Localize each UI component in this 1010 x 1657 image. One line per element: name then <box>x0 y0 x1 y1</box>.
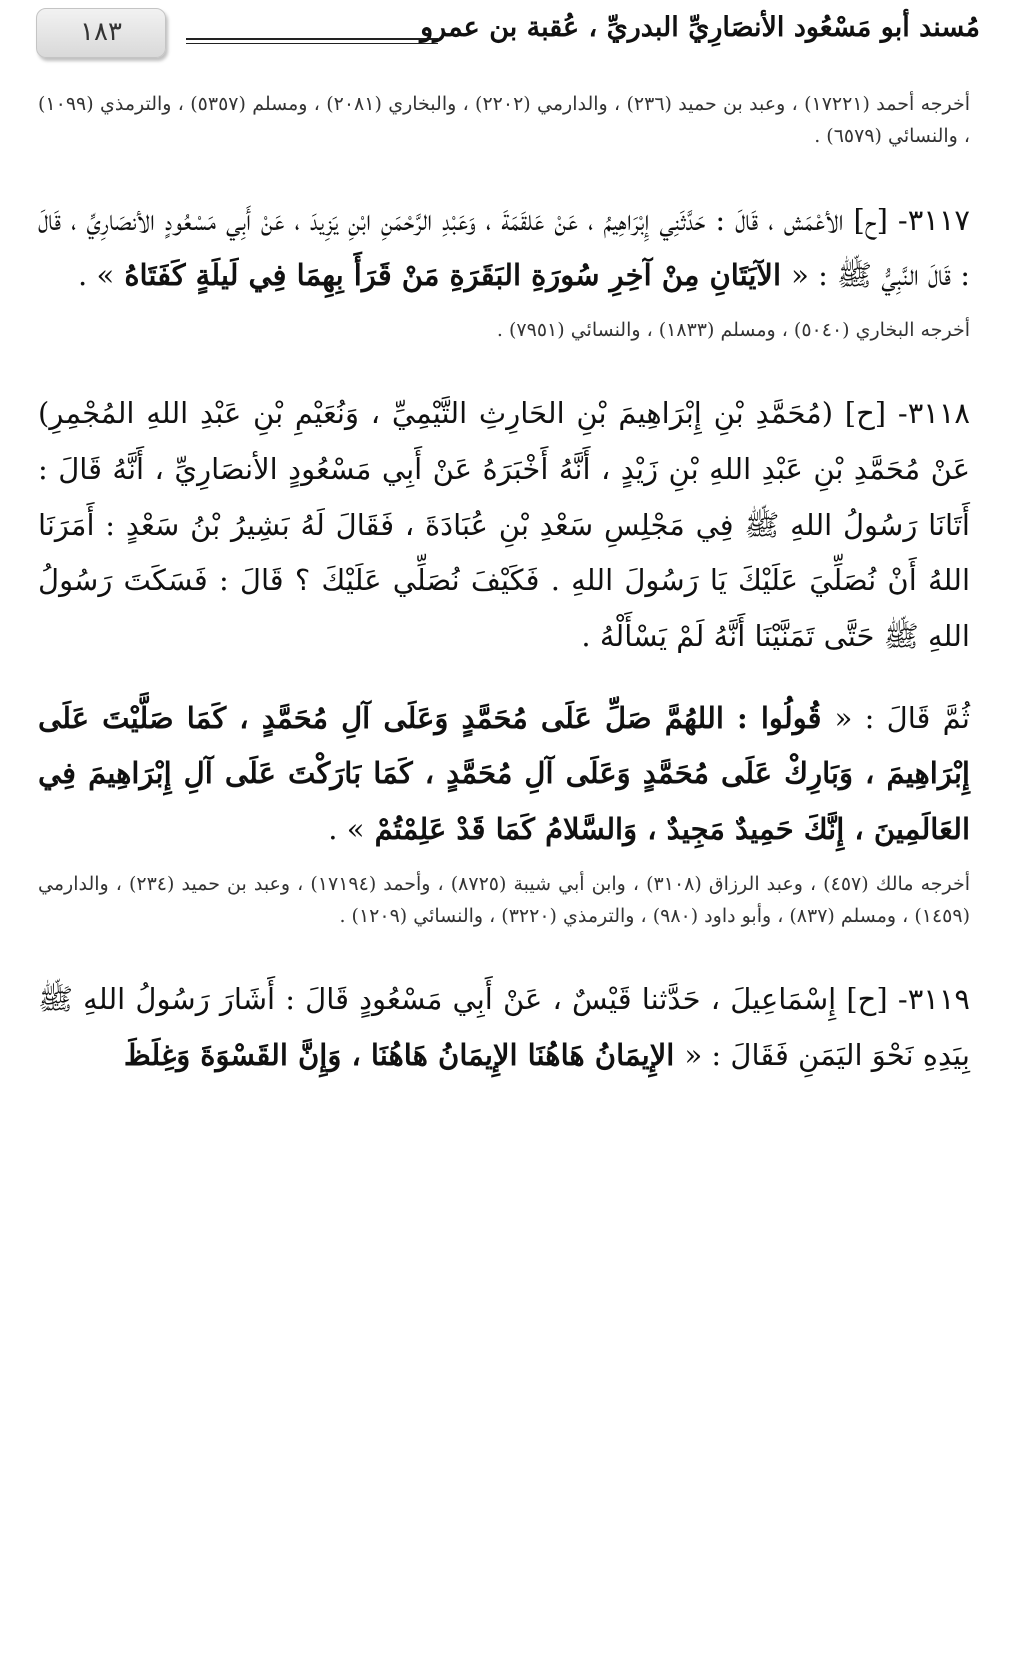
hadith-text: [ح] (مُحَمَّدِ بْنِ إِبْرَاهِيمَ بْنِ الحَارِثِ التَّيْمِيِّ ، وَنُعَيْمِ بْنِ عَبْدِ اللهِ المُجْمِرِ) عَنْ مُحَمَّدِ بْنِ عَبْدِ اللهِ بْنِ زَيْدٍ ، أَنَّهُ أَخْبَرَهُ عَنْ أَبِي مَسْعُودٍ الأنصَارِيِّ ، أَنَّهُ قَالَ : أَتَانَا رَسُولُ اللهِ ﷺ فِي مَجْلِسِ سَعْدِ بْنِ عُبَادَةَ ، فَقَالَ لَهُ بَشِيرُ بْنُ سَعْدٍ : أَمَرَنَا اللهُ أَنْ نُصَلِّيَ عَلَيْكَ يَا رَسُولَ اللهِ . فَكَيْفَ نُصَلِّي عَلَيْكَ ؟ قَالَ : فَسَكَتَ رَسُولُ اللهِ ﷺ حَتَّى تَمَنَّيْنَا أَنَّهُ لَمْ يَسْأَلْهُ . <box>38 396 970 653</box>
hadith-number: ٣١١٨- <box>897 396 970 431</box>
hadith-number: ٣١١٩- <box>897 982 971 1017</box>
page-header <box>36 8 980 60</box>
header-rule <box>186 38 438 44</box>
hadith-3117 <box>38 193 970 304</box>
running-title: مُسند أبو مَسْعُود الأنصَارِيِّ البدريِّ ، عُقبة بن عمرو <box>420 12 980 43</box>
footnote-takhrij-3: أخرجه مالك (٤٥٧) ، وعبد الرزاق (٣١٠٨) ، وابن أبي شيبة (٨٧٢٥) ، وأحمد (١٧١٩٤) ، وعبد بن حميد (٢٣٤) ، والدارمي (١٤٥٩) ، ومسلم (٨٣٧) ، وأبو داود (٩٨٠) ، والترمذي (٣٢٢٠) ، والنسائي (١٢٠٩) . <box>38 872 971 927</box>
footnote-takhrij-1: أخرجه أحمد (١٧٢٢١) ، وعبد بن حميد (٢٣٦) ، والدارمي (٢٢٠٢) ، والبخاري (٢٠٨١) ، ومسلم (٥٣٥٧) ، والترمذي (١٠٩٩) ، والنسائي (٦٥٧٩) . <box>38 93 971 148</box>
hadith-isnad: [ح] إِسْمَاعِيلَ ، حَدَّثنا قَيْسٌ ، عَنْ أَبِي مَسْعُودٍ قَالَ : أَشَارَ رَسُولُ اللهِ ﷺ بِيَدِهِ نَحْوَ اليَمَنِ فَقَالَ : « <box>38 982 970 1072</box>
hadith-3118-continued <box>38 691 970 858</box>
hadith-end: » . <box>78 258 115 293</box>
hadith-intro: ثُمَّ قَالَ : « <box>834 700 971 735</box>
hadith-matn: الإِيمَانُ هَاهُنَا الإِيمَانُ هَاهُنَا ، وَإِنَّ القَسْوَةَ وَغِلَظَ <box>123 1037 685 1072</box>
hadith-number: ٣١١٧- <box>897 202 970 237</box>
hadith-isnad: [ح] الأعْمَش ، قَالَ : حَدَّثَنِي إِبْرَاهِيمُ ، عَنْ عَلقَمَةَ ، وَعَبْدِ الرَّحْمَنِ ابْنِ يَزِيدَ ، عَنْ أَبِي مَسْعُودٍ الأنصَارِيِّ ، قَالَ : قَالَ النَّبِيُّ ﷺ : « <box>38 202 970 293</box>
spacer <box>38 675 970 691</box>
hadith-3118 <box>38 386 970 664</box>
hadith-end: » . <box>328 811 365 846</box>
page-number-tab: ١٨٣ <box>36 8 166 58</box>
hadith-matn: قُولُوا : اللهُمَّ صَلِّ عَلَى مُحَمَّدٍ وَعَلَى آلِ مُحَمَّدٍ ، كَمَا صَلَّيْتَ عَلَى إِبْرَاهِيمَ ، وَبَارِكْ عَلَى مُحَمَّدٍ وَعَلَى آلِ مُحَمَّدٍ ، كَمَا بَارَكْتَ عَلَى آلِ إِبْرَاهِيمَ فِي العَالَمِينَ ، إِنَّكَ حَمِيدٌ مَجِيدٌ ، وَالسَّلامُ كَمَا قَدْ عَلِمْتُمْ <box>38 700 970 846</box>
hadith-3119 <box>38 972 970 1083</box>
hadith-matn: الآيَتَانِ مِنْ آخِرِ سُورَةِ البَقَرَةِ مَنْ قَرَأَ بِهِمَا فِي لَيلَةٍ كَفَتَاهُ <box>114 258 792 293</box>
footnote-takhrij-2: أخرجه البخاري (٥٠٤٠) ، ومسلم (١٨٣٣) ، والنسائي (٧٩٥١) . <box>496 318 970 341</box>
page-body <box>38 88 970 1094</box>
